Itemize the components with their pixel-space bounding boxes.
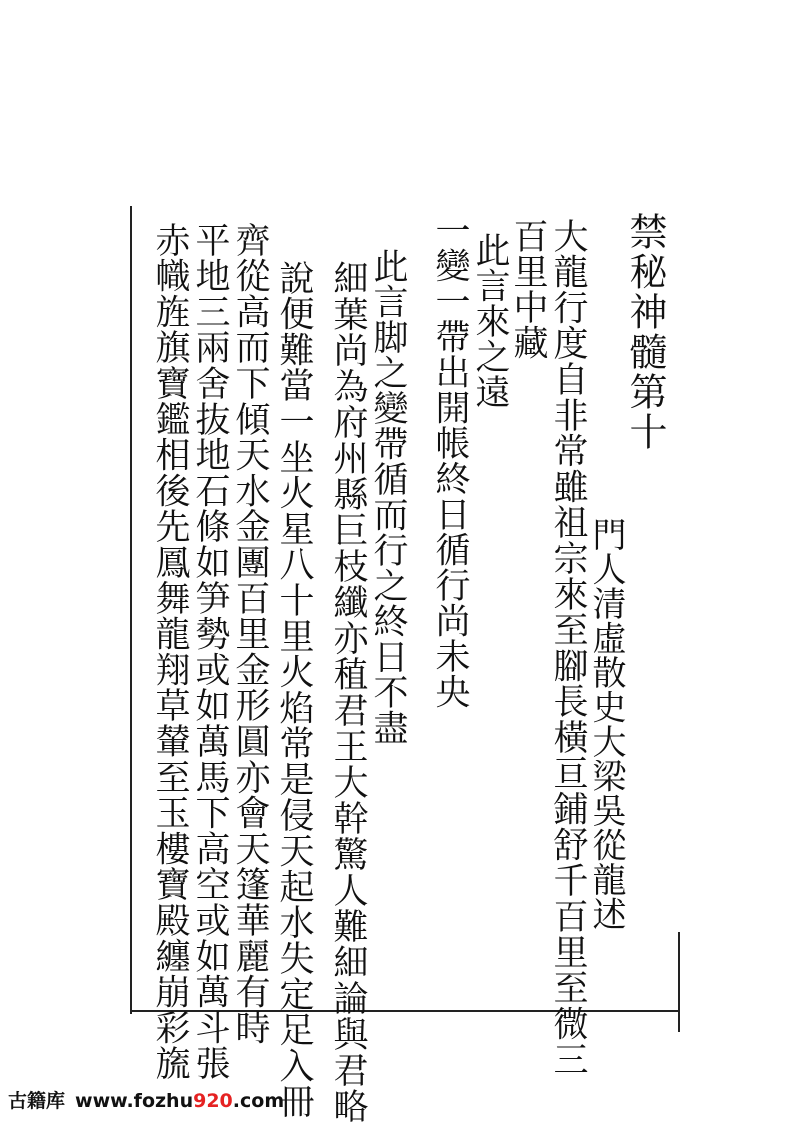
right-rule — [678, 932, 680, 1032]
text-column: 說便難當一坐火星八十里火焰常是侵天起水失定足入冊 — [274, 260, 314, 1120]
watermark-url-number: 920 — [193, 1090, 233, 1112]
site-watermark — [8, 1086, 284, 1113]
text-column: 細葉尚為府州縣巨枝纖亦稙君王大幹驚人難細論與君略 — [328, 260, 368, 1124]
watermark-url-prefix: www.fozhu — [75, 1090, 194, 1112]
text-column: 大龍行度自非常雖祖宗來至腳長橫亘鋪舒千百里至微三 — [548, 218, 588, 1078]
watermark-url-suffix: .com — [232, 1090, 285, 1112]
text-column: 齊從高而下傾天水金團百里金形圓亦會天篷華麗有時 — [230, 222, 270, 1046]
text-column: 此言脚之變帶循而行之終日不盡 — [368, 248, 408, 745]
text-column: 平地三兩舍抜地石條如笋勢或如萬馬下高空或如萬斗張 — [190, 222, 230, 1082]
text-column: 一變一帶出開帳終日循行尚未央 — [430, 212, 470, 709]
text-column: 百里中藏 — [508, 218, 548, 360]
text-column: 赤幟旌旗寶鑑相後先鳳舞龍翔草輦至玉樓寶殿纏崩彩旒 — [150, 222, 190, 1082]
text-column: 此言來之遠 — [470, 232, 510, 410]
watermark-label: 古籍库 — [8, 1090, 66, 1112]
author-line: 門人清虛散史大梁吳從龍述 — [586, 517, 626, 931]
left-rule — [130, 206, 132, 1014]
chapter-title: 禁秘神髓第十 — [623, 212, 667, 452]
